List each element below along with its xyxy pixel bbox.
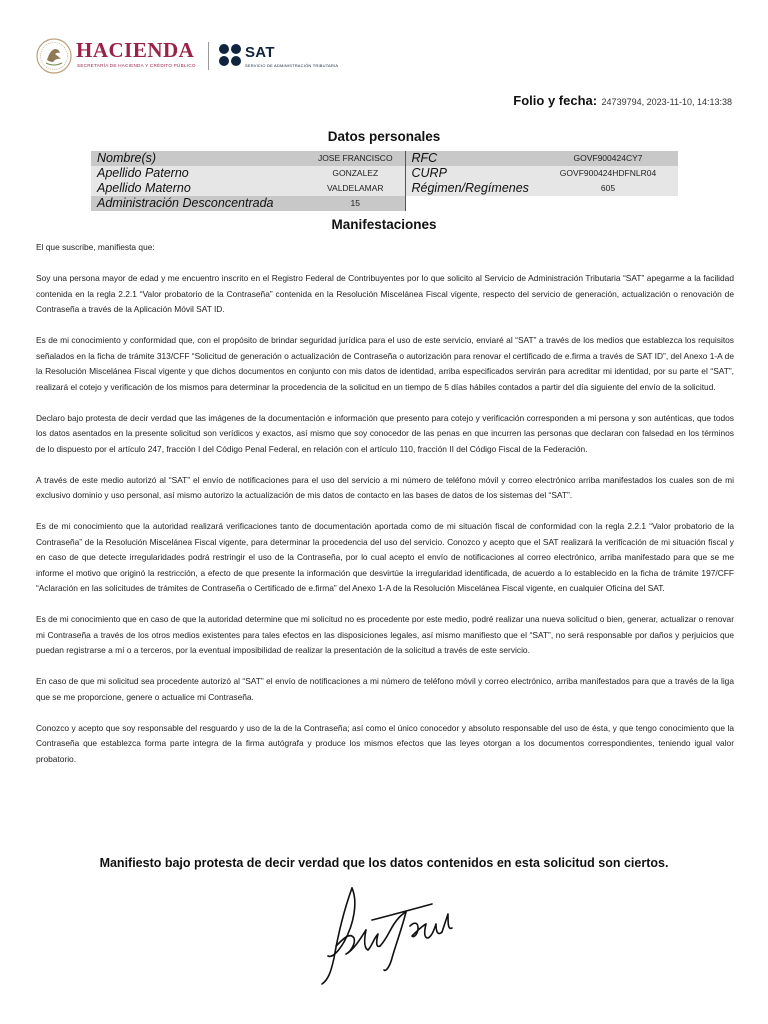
sat-logo-icon xyxy=(218,43,244,69)
paragraph: Soy una persona mayor de edad y me encuentro inscrito en el Registro Federal de Contribuyentes por lo que solicito al Servicio de Administración Tributaria “SAT” apegarme a la facilidad contenida en la regla 2.2.1 “Valor probatorio de la Contraseña” contenida en la Resolución Miscelánea Fiscal vigente, respecto del servicio de generación, actualización o renovación de Contraseña a través de la Aplicación Móvil SAT ID. xyxy=(36,273,734,314)
field-label: RFC xyxy=(405,151,538,166)
field-value xyxy=(538,196,678,211)
paragraph: Es de mi conocimiento y conformidad que, con el propósito de brindar seguridad jurídica para el uso de este servicio, enviaré al “SAT” a través de los medios que establezca los requisitos señalados en la ficha de trámite 313/CFF “Solicitud de generación o actualización de Contraseña o autorización para renovar el certificado de e.firma a través de SAT ID”, del Anexo 1-A de la Resolución Miscelánea Fiscal vigente y que dichos documentos en conjunto con mis datos de identidad, arriba especificados servirán para acreditar mi identidad, por su parte el “SAT”, realizará el cotejo y verificación de los mismos para determinar la procedencia de la solicitud en un tiempo de 5 días hábiles contados a partir del día siguiente del envío de la solicitud. xyxy=(36,335,734,392)
field-label: Nombre(s) xyxy=(91,151,306,166)
folio-value: 24739794, 2023-11-10, 14:13:38 xyxy=(601,97,732,107)
field-value: GOVF900424CY7 xyxy=(538,151,678,166)
personal-data-table xyxy=(91,151,678,211)
field-label: Régimen/Regímenes xyxy=(405,181,538,196)
field-label: Administración Desconcentrada xyxy=(91,196,306,211)
manifestaciones-body xyxy=(36,240,734,783)
paragraph: Es de mi conocimiento que en caso de que la autoridad determine que mi solicitud no es procedente por este medio, podré realizar una nueva solicitud o bien, generar, actualizar o renovar mi Contraseña a través de los otros medios existentes para tales efectos en las disposiciones legales, así mismo manifiesto que el “SAT”, no será responsable por daños y perjuicios que puedan registrarse a mí o a terceros, por la eventual imposibilidad de realizar la presentación de la solicitud a través de este servicio. xyxy=(36,614,734,655)
sat-wordmark: SAT xyxy=(245,44,275,61)
sat-subtitle: SERVICIO DE ADMINISTRACIÓN TRIBUTARIA xyxy=(245,63,339,68)
field-value: JOSE FRANCISCO xyxy=(306,151,405,166)
logo-divider xyxy=(208,42,209,70)
field-value: GONZALEZ xyxy=(306,166,405,181)
paragraph: Declaro bajo protesta de decir verdad que las imágenes de la documentación e información que presento para cotejo y verificación corresponden a mi persona y son auténticas, que todos los datos asentados en la presente solicitud son verídicos y exactos, así mismo que soy conocedor de las penas en que incurren las personas que declaran con falsedad en los términos de lo dispuesto por el artículo 247, fracción I del Código Penal Federal, en relación con el artículo 110, fracción II del Código Fiscal de la Federación. xyxy=(36,412,734,454)
paragraph: Conozco y acepto que soy responsable del resguardo y uso de la de la Contraseña; así como el único conocedor y absoluto responsable del uso de ésta, y que tengo conocimiento que la Contraseña que establezca forma parte integra de la firma autógrafa y produce los mismos efectos que las leyes otorgan a los documentos correspondientes, teniendo igual valor probatorio. xyxy=(36,722,734,764)
field-label: CURP xyxy=(405,166,538,181)
paragraph: El que suscribe, manifiesta que: xyxy=(36,242,155,252)
field-value: 15 xyxy=(306,196,405,211)
folio-line xyxy=(513,92,732,110)
declaration-statement: Manifiesto bajo protesta de decir verdad que los datos contenidos en esta solicitud son ciertos. xyxy=(99,856,669,870)
hacienda-wordmark: HACIENDA xyxy=(76,38,195,62)
field-label: Apellido Materno xyxy=(91,181,306,196)
field-value: 605 xyxy=(538,181,678,196)
manifestaciones-title: Manifestaciones xyxy=(331,217,437,232)
paragraph: En caso de que mi solicitud sea procedente autorizó al “SAT” el envío de notificaciones a mi número de teléfono móvil y correo electrónico, arriba manifestados para que a través de la liga que se me proporcione, genere o actualice mi Contraseña. xyxy=(36,676,734,702)
paragraph: A través de este medio autorizó al “SAT” el envío de notificaciones para el uso del servicio a mi número de teléfono móvil y correo electrónico arriba manifestados los cuales son de mi exclusivo dominio y uso personal, así mismo autorizo la actualización de mis datos de contacto en las bases de datos de los sistemas del “SAT”. xyxy=(36,474,734,500)
field-value: VALDELAMAR xyxy=(306,181,405,196)
table-row xyxy=(91,181,678,196)
field-value: GOVF900424HDFNLR04 xyxy=(538,166,678,181)
field-label: Apellido Paterno xyxy=(91,166,306,181)
table-row xyxy=(91,151,678,166)
table-row xyxy=(91,166,678,181)
national-seal-icon xyxy=(36,38,72,74)
paragraph: Es de mi conocimiento que la autoridad realizará verificaciones tanto de documentación aportada como de mi situación fiscal de conformidad con la regla 2.2.1 “Valor probatorio de la Contraseña” de la Resolución Miscelánea Fiscal vigente, para determinar la procedencia del uso del servicio. Conozco y acepto que el SAT realizará la verificación de mi situación fiscal y en caso de que detecte irregularidades podrá restringir el uso de la Contraseña, por lo cual acepto el envío de notificaciones al correo electrónico, arriba manifestado para que se me informe el motivo que originó la restricción, a efecto de que presente la información que desvirtúe la irregularidad identificada, de acuerdo a lo establecido en la ficha de trámite 197/CFF “Aclaración en las solicitudes de trámites de Contraseña o Certificado de e.firma” del Anexo 1-A de la Resolución Miscelánea Fiscal vigente, en cualquier Oficina del SAT. xyxy=(36,521,734,593)
folio-label: Folio y fecha: xyxy=(513,93,598,108)
signature-image xyxy=(314,880,460,990)
personal-data-title: Datos personales xyxy=(327,129,441,144)
table-row xyxy=(91,196,678,211)
hacienda-subtitle: SECRETARÍA DE HACIENDA Y CRÉDITO PÚBLICO xyxy=(77,63,196,68)
header-logos xyxy=(36,36,356,76)
field-label xyxy=(405,196,538,211)
